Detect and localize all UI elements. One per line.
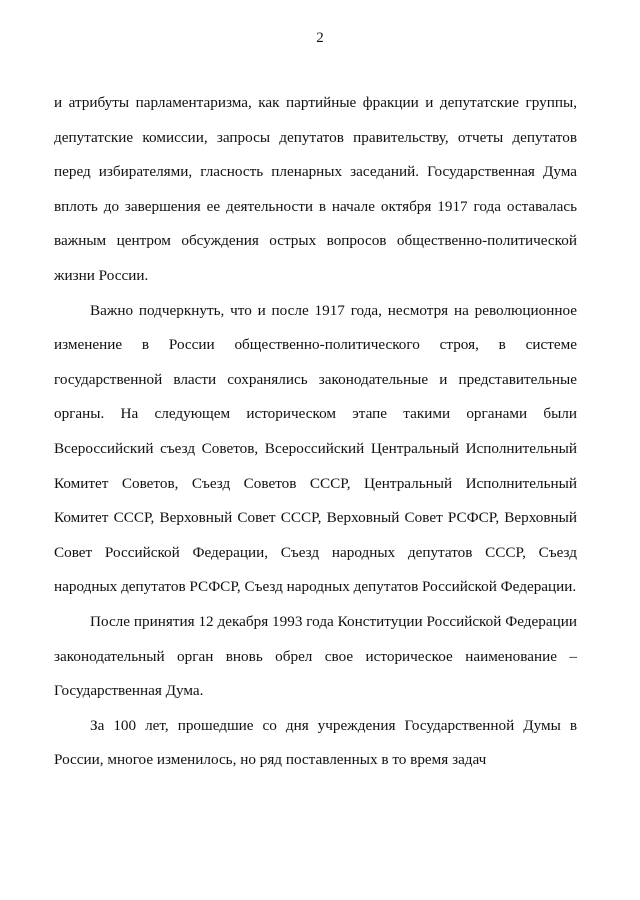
paragraph-1: и атрибуты парламентаризма, как партийные фракции и депутатские группы, депутатские комиссии, запросы депутатов правительству, отчеты депутатов перед избирателями, гласность пленарных заседаний. Государственная Дума вплоть до завершения ее деятельности в начале октября 1917 года оставалась важным центром обсуждения острых вопросов общественно-политической жизни России. <box>54 94 577 284</box>
paragraph-4: За 100 лет, прошедшие со дня учреждения Государственной Думы в России, многое изменилось, но ряд поставленных в то время задач <box>54 716 577 769</box>
page-number: 2 <box>316 30 324 46</box>
document-body <box>54 86 577 778</box>
paragraph-2: Важно подчеркнуть, что и после 1917 года, несмотря на революционное изменение в России общественно-политического строя, в системе государственной власти сохранялись законодательные и представительные органы. На следующем историческом этапе такими органами были Всероссийский съезд Советов, Всероссийский Центральный Исполнительный Комитет Советов, Съезд Советов СССР, Центральный Исполнительный Комитет СССР, Верховный Совет СССР, Верховный Совет РСФСР, Верховный Совет Российской Федерации, Съезд народных депутатов СССР, Съезд народных депутатов РСФСР, Съезд народных депутатов Российской Федерации. <box>54 301 577 596</box>
paragraph-3: После принятия 12 декабря 1993 года Конституции Российской Федерации законодательный орган вновь обрел свое историческое наименование – Государственная Дума. <box>54 612 577 700</box>
